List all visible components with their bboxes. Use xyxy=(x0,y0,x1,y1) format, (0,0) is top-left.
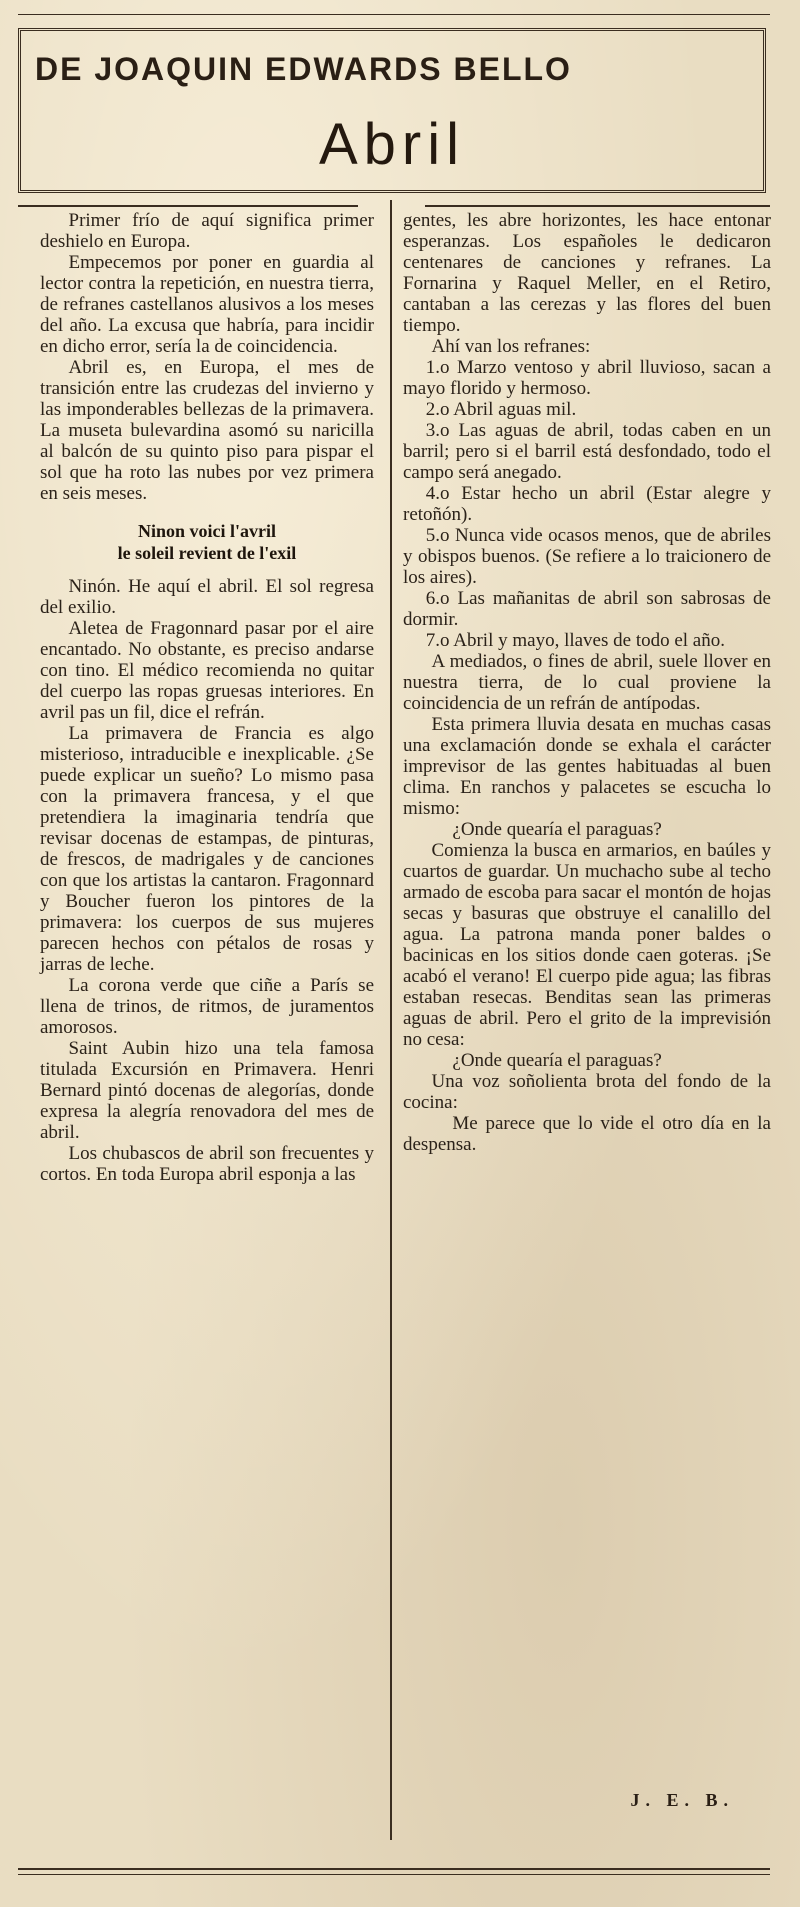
left-column xyxy=(40,210,374,1185)
paragraph: Empecemos por poner en guardia al lector contra la repetición, en nuestra tierra, de refranes castellanos alusivos a los meses del año. La excusa que habría, para incidir en dicho error, sería la de coincidencia. xyxy=(40,252,374,357)
refran-item: 6.o Las mañanitas de abril son sabrosas de dormir. xyxy=(403,588,771,630)
subheading-line: Ninon voici l'avril xyxy=(137,521,276,541)
paragraph: Una voz soñolienta brota del fondo de la cocina: xyxy=(403,1071,771,1113)
left-header-rule xyxy=(18,205,358,207)
quote-line: ¿Onde quearía el paraguas? xyxy=(452,1050,662,1071)
paragraph: A mediados, o fines de abril, suele llover en nuestra tierra, de lo cual proviene la coincidencia de un refrán de antípodas. xyxy=(403,651,771,714)
refran-item: 3.o Las aguas de abril, todas caben en un barril; pero si el barril está desfondado, todo el campo será anegado. xyxy=(403,420,771,483)
article-header xyxy=(18,28,766,193)
paragraph: Los chubascos de abril son frecuentes y cortos. En toda Europa abril esponja a las xyxy=(40,1143,374,1185)
subheading xyxy=(40,520,374,564)
paragraph: La corona verde que ciñe a París se llena de trinos, de ritmos, de juramentos amorosos. xyxy=(40,975,374,1038)
paragraph: Aletea de Fragonnard pasar por el aire encantado. No obstante, es preciso andarse con tino. El médico recomienda no quitar del cuerpo las ropas gruesas interiores. En avril pas un fil, dice el refrán. xyxy=(40,618,374,723)
subheading-line: le soleil revient de l'exil xyxy=(117,543,297,563)
paragraph: Abril es, en Europa, el mes de transición entre las crudezas del invierno y las imponderables bellezas de la primavera. La museta bulevardina asomó su naricilla al balcón de su quinto piso para pispar el sol que ha roto las nubes por vez primera en seis meses. xyxy=(40,357,374,504)
refran-item: 2.o Abril aguas mil. xyxy=(425,399,577,420)
paragraph: La primavera de Francia es algo misterioso, intraducible e inexplicable. ¿Se puede explicar un sueño? Lo mismo pasa con la primavera francesa, y el que pretendiera la imaginaria tendría que revisar docenas de estampas, de pinturas, de frescos, de madrigales y de canciones con que los artistas la cantaron. Fragonnard y Boucher fueron los pintores de la primavera: los cuerpos de sus mujeres parecen hechos con pétalos de rosas y jarras de leche. xyxy=(40,723,374,975)
paragraph: Primer frío de aquí significa primer deshielo en Europa. xyxy=(40,210,374,252)
paragraph: Saint Aubin hizo una tela famosa titulada Excursión en Primavera. Henri Bernard pintó docenas de alegorías, donde expresa la alegría renovadora del mes de abril. xyxy=(40,1038,374,1143)
paragraph: gentes, les abre horizontes, les hace entonar esperanzas. Los españoles le dedicaron centenares de canciones y refranes. La Fornarina y Raquel Meller, en el Retiro, cantaban a las cerezas y las flores del buen tiempo. xyxy=(403,210,771,336)
paragraph: Ninón. He aquí el abril. El sol regresa del exilio. xyxy=(40,576,374,618)
paragraph: Ahí van los refranes: xyxy=(431,336,591,357)
article-title: Abril xyxy=(318,112,466,177)
paragraph: Comienza la busca en armarios, en baúles y cuartos de guardar. Un muchacho sube al techo armado de escoba para sacar el montón de hojas secas y basuras que obstruye el canalillo del agua. La patrona manda poner baldes o bacinicas en los sitios donde caen goteras. ¡Se acabó el verano! El cuerpo pide agua; las fibras estaban resecas. Benditas sean las primeras aguas de abril. Pero el grito de la imprevisión no cesa: xyxy=(403,840,771,1050)
refran-item: 4.o Estar hecho un abril (Estar alegre y retoñón). xyxy=(403,483,771,525)
right-header-rule xyxy=(425,205,770,207)
article-byline: DE JOAQUIN EDWARDS BELLO xyxy=(35,51,572,87)
refran-item: 5.o Nunca vide ocasos menos, que de abriles y obispos buenos. (Se refiere a lo traicionero de los aires). xyxy=(403,525,771,588)
right-column xyxy=(403,210,771,1155)
refran-item: 7.o Abril y mayo, llaves de todo el año. xyxy=(425,630,725,651)
paragraph: Me parece que lo vide el otro día en la despensa. xyxy=(403,1113,771,1155)
refran-item: 1.o Marzo ventoso y abril lluvioso, sacan a mayo florido y hermoso. xyxy=(403,357,771,399)
bottom-rule xyxy=(18,1868,770,1870)
column-separator xyxy=(390,200,392,1840)
paragraph: Esta primera lluvia desata en muchas casas una exclamación donde se exhala el carácter imprevisor de las gentes habituadas al buen clima. En ranchos y palacetes se escucha lo mismo: xyxy=(403,714,771,819)
quote-line: ¿Onde quearía el paraguas? xyxy=(452,819,662,840)
author-signature: J. E. B. xyxy=(630,1790,734,1810)
top-border-rule xyxy=(18,14,770,15)
bottom-rule-thin xyxy=(18,1874,770,1875)
